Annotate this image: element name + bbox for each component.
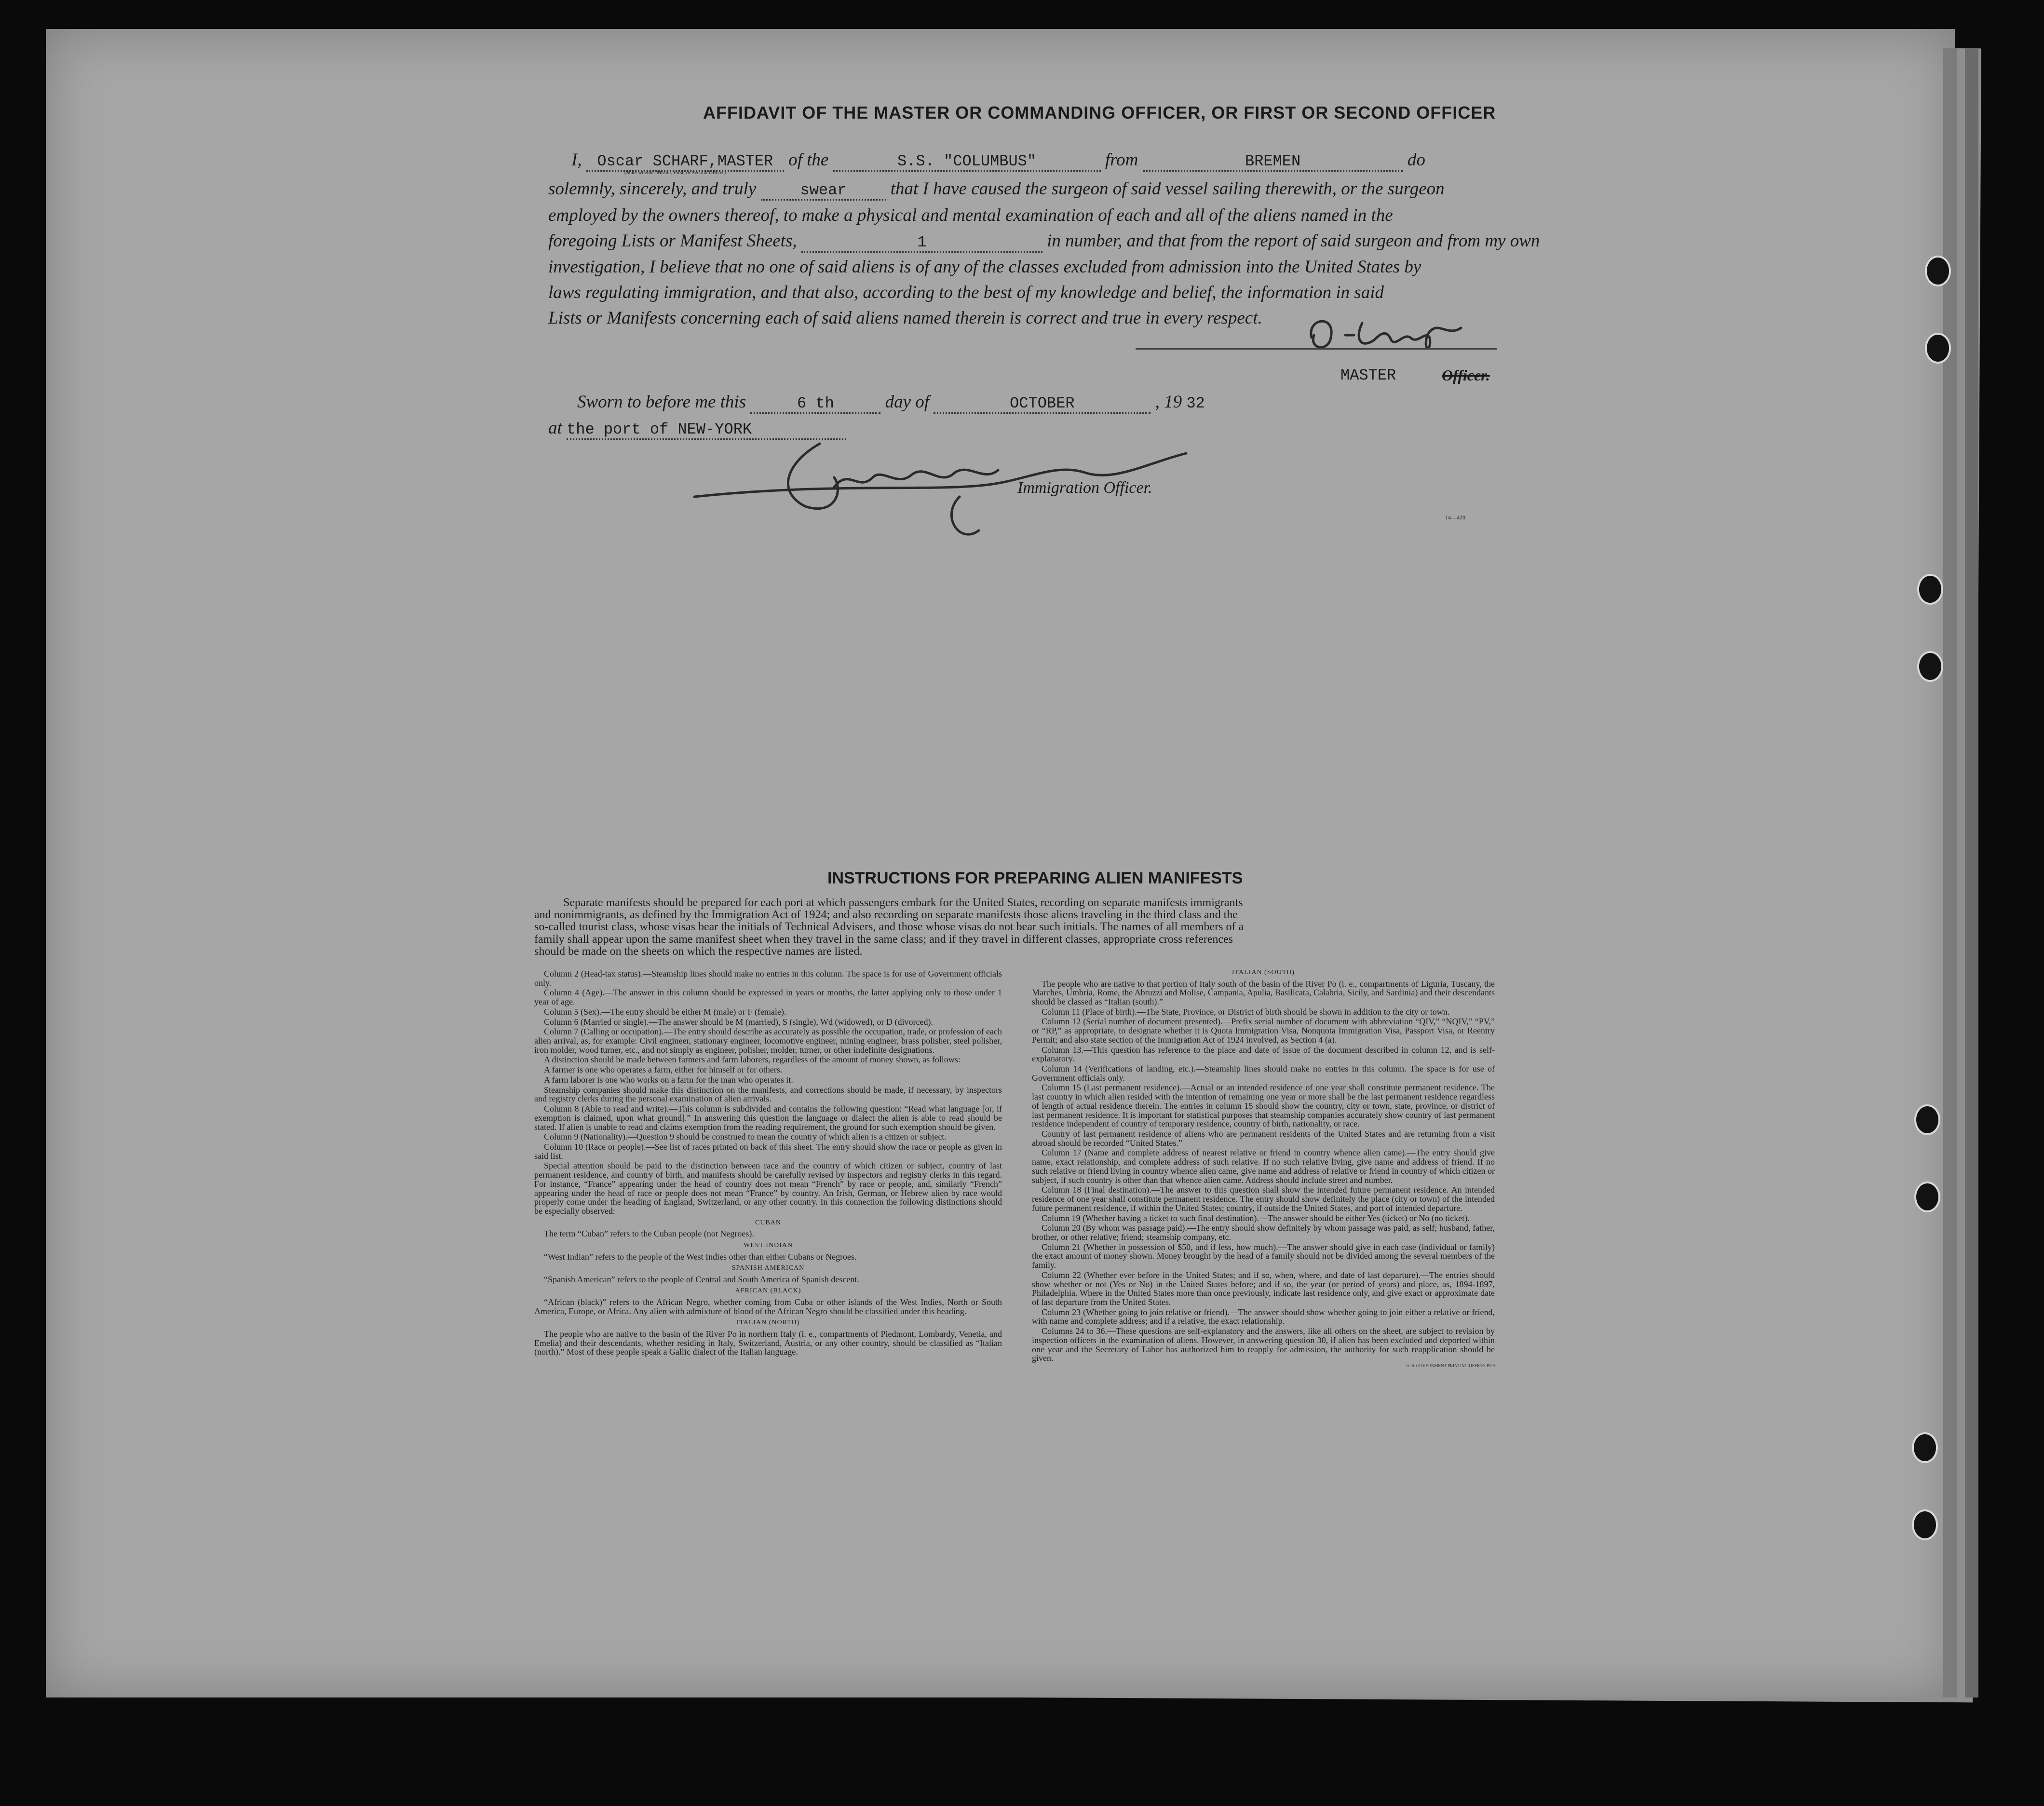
day-of-label: day of: [885, 392, 930, 412]
sheets-count-field: 1: [801, 233, 1042, 253]
instruction-paragraph: Column 15 (Last permanent residence).—Actual or an intended residence of one year shall constitute permanent residence. The last country in which alien resided with the intention of remaining one year or more shall be the last permanent residence regardless of length of actual residence therein. The entries in column 15 should show the country, city or town, state, province, or district of last permanent residence. It is important for statistical purposes that steamship companies accurately show country of last permanent residence independent of country of temporary residence, country of birth, nationality, or race.: [1032, 1083, 1495, 1129]
sworn-month-field: OCTOBER: [934, 394, 1151, 414]
line-text: in number, and that from the report of said surgeon and from my own: [1047, 231, 1540, 251]
instruction-paragraph: Columns 24 to 36.—These questions are self-explanatory and the answers, like all others on the sheet, are subject to revision by inspection officers in the examination of aliens. However, in answering question 30, if alien has been excluded and deported within one year and the Secretary of Labor has authorized him to reapply for admission, the authority for such reapplication should be given.: [1032, 1326, 1495, 1363]
immigration-officer-title: Immigration Officer.: [1017, 479, 1152, 497]
binder-hole: [1912, 1509, 1938, 1540]
binder-hole: [1912, 1432, 1938, 1463]
african-text: “African (black)” refers to the African Negro, whether coming from Cuba or other islands of the West Indies, North or South America, Europe, or Africa. Any alien with admixture of blood of the African Negro should be classified under this heading.: [534, 1297, 1002, 1316]
italian-north-text: The people who are native to the basin of the River Po in northern Italy (i. e., compartments of Piedmont, Lombardy, Venetia, and Emelia) and their descendants, whether residing in Italy, Switzerland, Austria, or any other country, should be classified as “Italian (north).” Most of these people speak a Gallic dialect of the Italian language.: [534, 1329, 1002, 1357]
affidavit-line-3: employed by the owners thereof, to make a physical and mental examination of each and all of the aliens named in the: [548, 205, 1393, 225]
instruction-paragraph: Column 21 (Whether in possession of $50, and if less, how much).—The answer should give in each case (individual or family) the exact amount of money shown. Money brought by the head of a family should not be divided among the several members of the family.: [1032, 1242, 1495, 1270]
port-from-field: BREMEN: [1143, 152, 1403, 172]
spanish-american-heading: SPANISH AMERICAN: [731, 1264, 805, 1272]
west-indian-text: “West Indian” refers to the people of the West Indies other than either Cubans or Negroes.: [544, 1251, 857, 1262]
year-prefix: , 19: [1155, 392, 1182, 412]
instruction-paragraph: Column 11 (Place of birth).—The State, Province, or District of birth should be shown in addition to the city or town.: [1042, 1006, 1450, 1017]
line-text: solemnly, sincerely, and truly: [548, 179, 757, 199]
oath-field: swear: [761, 181, 886, 201]
form-number: 14—420: [1445, 514, 1465, 521]
west-indian-heading: WEST INDIAN: [743, 1241, 793, 1249]
instruction-paragraph: Country of last permanent residence of aliens who are permanent residents of the United States and are returning from a visit abroad should be recorded “United States.”: [1032, 1129, 1495, 1148]
binder-hole: [1925, 256, 1951, 286]
cuban-text: The term “Cuban” refers to the Cuban people (not Negroes).: [544, 1229, 754, 1239]
instruction-paragraph: Column 5 (Sex).—The entry should be either M (male) or F (female).: [544, 1006, 786, 1017]
binder-hole: [1914, 1104, 1940, 1135]
instruction-paragraph: Column 10 (Race or people).—See list of races printed on back of this sheet. The entry should show the race or people as given in said list.: [534, 1141, 1002, 1161]
instruction-paragraph: Column 22 (Whether ever before in the United States; and if so, when, where, and date of last departure).—The entries should show whether or not (Yes or No) in the United States before; and if so, the year (or period of years) and place, as, 1894-1897, Philadelphia. Where in the United States more than once previously, indicate last residence only, and give exact or approximate date of last departure from the United States.: [1032, 1270, 1495, 1307]
affidavit-line-7: Lists or Manifests concerning each of said aliens named therein is correct and true in every respect.: [548, 308, 1262, 328]
printer-note: U. S. GOVERNMENT PRINTING OFFICE: 1929: [1406, 1363, 1495, 1369]
intro-line: so-called tourist class, whose visas bear the initials of Technical Advisers, and those whose visas do not bear such initials. The names of all members of a: [534, 921, 1244, 934]
binder-hole: [1917, 651, 1943, 682]
do-label: do: [1407, 150, 1425, 170]
intro-line: family shall appear upon the same manifest sheet when they travel in the same class; and if they travel in different classes, appropriate cross references: [534, 933, 1233, 946]
affidavit-line-5: investigation, I believe that no one of said aliens is of any of the classes excluded from admission into the United States by: [548, 257, 1421, 277]
instruction-paragraph: Column 19 (Whether having a ticket to such final destination).—The answer should be either Yes (ticket) or No (no ticket).: [1042, 1213, 1470, 1223]
instruction-paragraph: A distinction should be made between farmers and farm laborers, regardless of the amount of money shown, as follows:: [544, 1055, 961, 1065]
instruction-paragraph: Column 9 (Nationality).—Question 9 should be construed to mean the country of which alien is a citizen or subject.: [544, 1132, 947, 1142]
instructions-title: INSTRUCTIONS FOR PREPARING ALIEN MANIFESTS: [827, 869, 1243, 887]
of-the-label: of the: [788, 150, 829, 170]
instruction-paragraph: Column 14 (Verifications of landing, etc.).—Steamship lines should make no entries in this column. The space is for use of Government officials only.: [1032, 1064, 1495, 1083]
ship-name-field: S.S. "COLUMBUS": [833, 152, 1101, 172]
line-text: that I have caused the surgeon of said vessel sailing therewith, or the surgeon: [890, 179, 1445, 199]
instruction-paragraph: Column 13.—This question has reference to the place and date of issue of the document described in column 12, and is self-explanatory.: [1032, 1045, 1495, 1064]
italian-north-heading: ITALIAN (NORTH): [736, 1319, 800, 1327]
from-label: from: [1105, 150, 1138, 170]
binder-hole: [1917, 574, 1943, 605]
instruction-paragraph: Column 12 (Serial number of document presented).—Prefix serial number of document with abbreviation “QIV,” “NQIV,” “PV,” or “RP,” as appropriate, to designate whether it is Quota Immigration Visa, Nonquota Immigration Visa, Passport Visa, or Reentry Permit; and also state section of the Immigration Act of 1924 involved, as Section 4 (a).: [1032, 1017, 1495, 1045]
instructions-left-column: [534, 969, 1002, 1358]
cuban-heading: CUBAN: [755, 1219, 781, 1226]
instructions-intro: [534, 897, 1499, 958]
officer-word: Officer.: [1442, 367, 1490, 384]
affidavit-line-4: [548, 231, 1540, 253]
signature-line: [1136, 348, 1497, 350]
intro-line: should be made on the sheets on which the respective names are listed.: [534, 945, 863, 958]
instructions-right-column: [1032, 969, 1495, 1368]
spanish-american-text: “Spanish American” refers to the people of Central and South America of Spanish descent.: [544, 1274, 859, 1284]
manifest-page: [46, 29, 1955, 1697]
binder-hole: [1914, 1181, 1940, 1212]
officer-rank: MASTER: [1340, 367, 1396, 384]
year-suffix: 32: [1186, 394, 1205, 412]
at-label: at: [548, 418, 562, 438]
instruction-paragraph: Column 18 (Final destination).—The answer to this question shall show the intended future permanent residence. An intended residence of one year shall constitute permanent residence. The entry should show definitely the place (city or town) of the intended future permanent residence, if within the United States; country, if outside the United States, and port of intended departure.: [1032, 1185, 1495, 1213]
name-note: (State whether Master, First, or Second Officer): [624, 170, 726, 176]
instruction-paragraph: Column 20 (By whom was passage paid).—The entry should show definitely by whom passage was paid, as self; husband, father, brother, or other relative; friend; steamship company, etc.: [1032, 1223, 1495, 1242]
page-edge: [1943, 48, 1957, 1697]
line-text: foregoing Lists or Manifest Sheets,: [548, 231, 797, 251]
port-place-field: the port of NEW-YORK: [567, 421, 846, 440]
master-signature: [1302, 309, 1485, 362]
binder-hole: [1925, 333, 1951, 364]
instruction-paragraph: Column 23 (Whether going to join relative or friend).—The answer should show whether going to join either a relative or friend, with name and complete address; and if a relative, the exact relationship.: [1032, 1307, 1495, 1326]
intro-line: Separate manifests should be prepared for each port at which passengers embark for the United States, recording on separate manifests immigrants: [563, 896, 1243, 909]
italian-south-heading: ITALIAN (SOUTH): [1232, 969, 1295, 976]
master-name-field: Oscar SCHARF,MASTER: [586, 152, 784, 172]
affidavit-line-6: laws regulating immigration, and that also, according to the best of my knowledge and belief, the information in said: [548, 283, 1384, 302]
instruction-paragraph: Column 6 (Married or single).—The answer should be M (married), S (single), Wd (widowed), or D (divorced).: [544, 1017, 933, 1027]
instruction-paragraph: Column 2 (Head-tax status).—Steamship lines should make no entries in this column. The space is for use of Government officials only.: [534, 969, 1002, 988]
sworn-label: Sworn to before me this: [577, 392, 746, 412]
instruction-paragraph: Steamship companies should make this distinction on the manifests, and corrections should be made, if necessary, by inspectors and registry clerks during the personal examination of alien arrivals.: [534, 1085, 1002, 1104]
sworn-line: [577, 392, 1205, 414]
instruction-paragraph: Column 4 (Age).—The answer in this column should be expressed in years or months, the latter applying only to those under 1 year of age.: [534, 988, 1002, 1007]
instruction-paragraph: A farm laborer is one who works on a farm for the man who operates it.: [544, 1074, 793, 1085]
instruction-paragraph: A farmer is one who operates a farm, either for himself or for others.: [544, 1065, 783, 1075]
page-edge: [1965, 48, 1978, 1697]
instruction-paragraph: The people who are native to that portion of Italy south of the basin of the River Po (i. e., compartments of Liguria, Tuscany, the Marches, Umbria, Rome, the Abruzzi and Molise, Campania, Apulia, Basilicata, Calabria, Sicily, and Sardinia) and their descendants should be classed as “Italian (south).”: [1032, 978, 1495, 1006]
instruction-paragraph: Column 17 (Name and complete address of nearest relative or friend in country whence alien came).—The entry should give name, exact relationship, and complete address of such relative. If no such relative living, give name and address of friend. If no such relative or friend living in country whence alien came, give name and address of relative or friend in country of which citizen or subject, if such country is other than that whence alien came. Address should include street and number.: [1032, 1148, 1495, 1185]
intro-line: and nonimmigrants, as defined by the Immigration Act of 1924; and also recording on separate manifests those aliens traveling in the third class and the: [534, 909, 1238, 922]
instruction-paragraph: Column 7 (Calling or occupation).—The entry should describe as accurately as possible the occupation, trade, or profession of each alien arrival, as, for example: Civil engineer, stationary engineer, locomotive engineer, mining engineer, brass polisher, steel polisher, iron molder, wood turner, etc., and not simply as engineer, polisher, molder, turner, or other indefinite designations.: [534, 1027, 1002, 1055]
instruction-paragraph: Column 8 (Able to read and write).—This column is subdivided and contains the following question: “Read what language [or, if exemption is claimed, upon what ground].” In answering this question the language or dialect the alien is able to read should be stated. If alien is unable to read and claims exemption from the reading requirement, the ground for such exemption should be given.: [534, 1104, 1002, 1132]
sworn-day-field: 6 th: [750, 394, 880, 414]
line-prefix: I,: [571, 150, 582, 170]
affidavit-title: AFFIDAVIT OF THE MASTER OR COMMANDING OFFICER, OR FIRST OR SECOND OFFICER: [703, 103, 1496, 122]
affidavit-line-2: [548, 178, 1445, 201]
affidavit-line-1: [571, 149, 1425, 172]
african-heading: AFRICAN (BLACK): [735, 1287, 801, 1295]
instruction-paragraph: Special attention should be paid to the distinction between race and the country of which citizen or subject, country of last permanent residence, and country of birth, and manifests should be carefully revised by inspectors and registry clerks in this regard. For instance, “France” appearing under the head of country does not mean “French” by race or people, and, similarly “French” appearing under the head of race or people does not mean “France” by country. An Irish, German, or Hebrew alien by race would properly come under the heading of England, Switzerland, or any other country. In this connection the following distinctions should be especially observed:: [534, 1161, 1002, 1216]
